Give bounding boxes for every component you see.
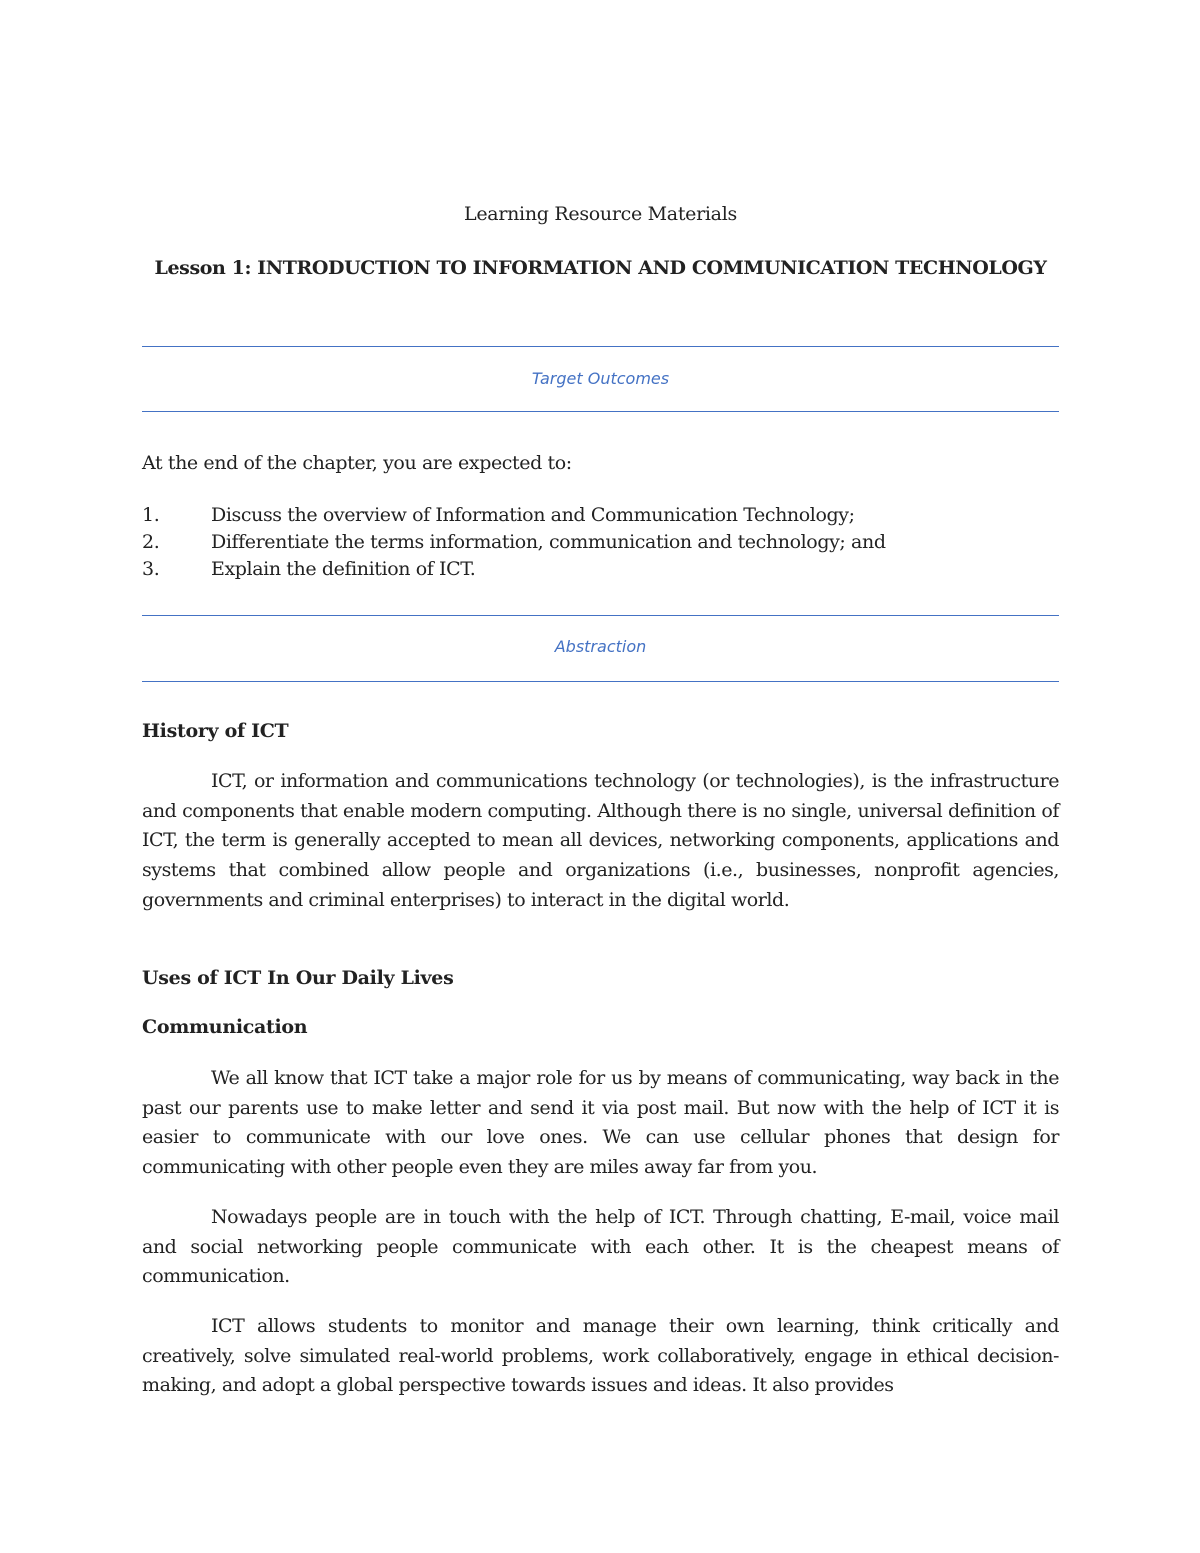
communication-paragraph: We all know that ICT take a major role for us by means of communicating, way back in the past our parents use to make letter and send it via post mail. But now with the help of ICT it is easier to communicate with our love ones. We can use cellular phones that design for communicating with other people even they are miles away far from you. [142, 1067, 1059, 1179]
outcome-number: 3. [142, 558, 160, 580]
target-outcomes-label: Target Outcomes [531, 369, 670, 388]
divider-line [142, 411, 1059, 412]
uses-heading: Uses of ICT In Our Daily Lives [142, 967, 454, 989]
outcome-item [142, 556, 1059, 583]
outcome-text: Discuss the overview of Information and Communication Technology; [211, 504, 855, 526]
communication-heading: Communication [142, 1016, 308, 1038]
communication-paragraph: Nowadays people are in touch with the help of ICT. Through chatting, E-mail, voice mail and social networking people communicate with each other. It is the cheapest means of communication. [142, 1206, 1059, 1288]
outcomes-list [142, 502, 1059, 583]
history-heading: History of ICT [142, 720, 289, 742]
outcome-item [142, 502, 1059, 529]
document-header: Learning Resource Materials [464, 203, 737, 225]
divider-line [142, 346, 1059, 347]
divider-line [142, 615, 1059, 616]
communication-paragraph: ICT allows students to monitor and manage their own learning, think critically and creatively, solve simulated real-world problems, work collaboratively, engage in ethical decision-making, and adopt a global perspective towards issues and ideas. It also provides [142, 1315, 1059, 1397]
lesson-title: Lesson 1: INTRODUCTION TO INFORMATION AND COMMUNICATION TECHNOLOGY [154, 257, 1047, 279]
outcome-text: Differentiate the terms information, communication and technology; and [211, 531, 886, 553]
divider-line [142, 681, 1059, 682]
outcome-item [142, 529, 1059, 556]
outcome-text: Explain the definition of ICT. [211, 558, 476, 580]
history-paragraph: ICT, or information and communications technology (or technologies), is the infrastructure and components that enable modern computing. Although there is no single, universal definition of ICT, the term is generally accepted to mean all devices, networking components, applications and systems that combined allow people and organizations (i.e., businesses, nonprofit agencies, governments and criminal enterprises) to interact in the digital world. [142, 770, 1059, 911]
outcomes-intro: At the end of the chapter, you are expected to: [142, 452, 572, 474]
outcome-number: 1. [142, 504, 160, 526]
abstraction-label: Abstraction [554, 637, 647, 656]
outcome-number: 2. [142, 531, 160, 553]
